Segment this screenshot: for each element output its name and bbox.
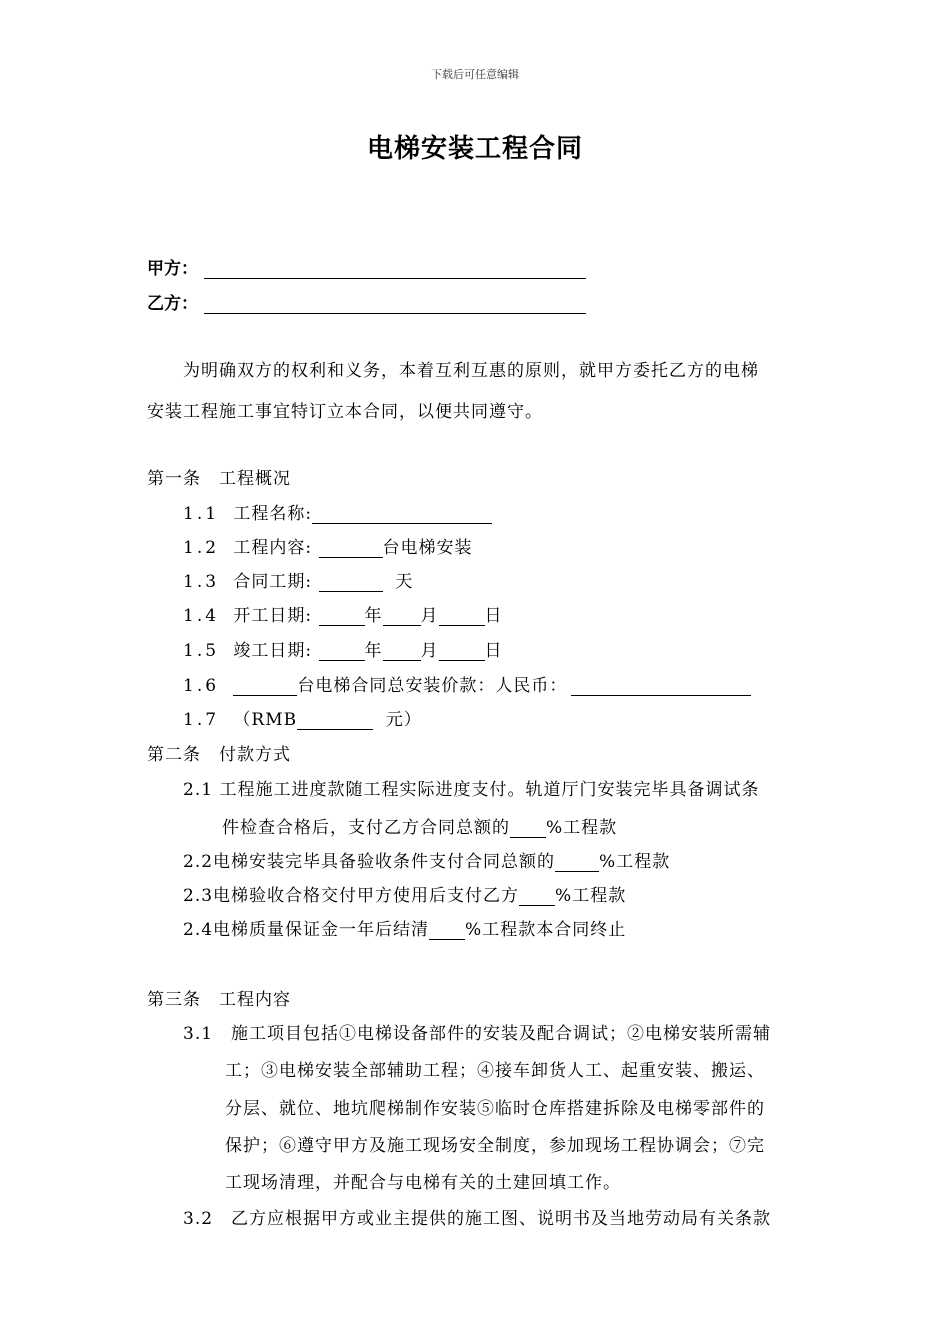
item-3-1-line-5: 工现场清理，并配合与电梯有关的土建回填工作。: [225, 1173, 621, 1193]
item-text: 2.4电梯质量保证金一年后结清: [183, 920, 430, 940]
day-label: 日: [484, 641, 503, 661]
article-1-heading: 第一条 工程概况: [147, 469, 291, 489]
item-text: 台电梯合同总安装价款：人民币：: [297, 676, 568, 696]
day-label: 日: [484, 606, 503, 626]
elevator-count-blank[interactable]: [319, 540, 383, 558]
party-a-blank[interactable]: [204, 260, 586, 279]
item-3-1-line-4: 保护；⑥遵守甲方及施工现场安全制度，参加现场工程协调会；⑦完: [225, 1136, 765, 1156]
item-number: 1.7: [183, 710, 220, 730]
item-text-post: %工程款: [599, 852, 671, 872]
percent-blank-3[interactable]: [519, 888, 555, 906]
year-label: 年: [364, 641, 383, 661]
percent-blank-4[interactable]: [429, 922, 465, 940]
item-1-6: [183, 671, 751, 696]
party-a-row: [147, 254, 586, 279]
start-month-blank[interactable]: [383, 608, 421, 626]
item-number: 1.4: [183, 606, 220, 626]
item-label: 竣工日期:: [233, 641, 313, 661]
document-title: 电梯安装工程合同: [366, 134, 583, 164]
percent-blank-1[interactable]: [510, 820, 546, 838]
item-2-1-line-1: 2.1 工程施工进度款随工程实际进度支付。轨道厅门安装完毕具备调试条: [183, 780, 760, 800]
party-b-row: [147, 289, 586, 314]
header-note: 下载后可任意编辑: [431, 68, 519, 81]
price-rmb-blank[interactable]: [571, 678, 751, 696]
item-number: 1.6: [183, 676, 220, 696]
item-2-1-line-2: [222, 813, 617, 838]
end-year-blank[interactable]: [319, 643, 365, 661]
item-label: 工程内容:: [233, 538, 313, 558]
intro-line-2: 安装工程施工事宜特订立本合同，以便共同遵守。: [147, 402, 543, 422]
item-1-5: [183, 636, 503, 661]
item-suffix: 天: [395, 572, 414, 592]
item-3-1-line-2: 工；③电梯安装全部辅助工程；④接车卸货人工、起重安装、搬运、: [225, 1061, 765, 1081]
item-text: 2.3电梯验收合格交付甲方使用后支付乙方: [183, 886, 520, 906]
item-number: 1.3: [183, 572, 220, 592]
percent-blank-2[interactable]: [555, 854, 599, 872]
item-3-2-line-1: 3.2 乙方应根据甲方或业主提供的施工图、说明书及当地劳动局有关条款: [183, 1209, 772, 1229]
item-number: 1.5: [183, 641, 220, 661]
item-suffix: 台电梯安装: [382, 538, 473, 558]
item-label: 开工日期:: [233, 606, 313, 626]
article-2-heading: 第二条 付款方式: [147, 745, 291, 765]
item-1-3: [183, 567, 413, 592]
party-b-label: 乙方：: [147, 294, 198, 314]
duration-blank[interactable]: [319, 574, 383, 592]
item-text: 2.2电梯安装完毕具备验收条件支付合同总额的: [183, 852, 556, 872]
item-text-post: %工程款: [546, 818, 618, 838]
month-label: 月: [420, 606, 439, 626]
start-year-blank[interactable]: [319, 608, 365, 626]
party-b-blank[interactable]: [204, 295, 586, 314]
end-month-blank[interactable]: [383, 643, 421, 661]
party-a-label: 甲方：: [147, 259, 198, 279]
rmb-close: 元）: [385, 710, 422, 730]
item-1-2: [183, 533, 473, 558]
item-number: 1.1: [183, 504, 220, 524]
item-2-3: [183, 881, 626, 906]
start-day-blank[interactable]: [439, 608, 485, 626]
item-text-post: %工程款: [555, 886, 627, 906]
rmb-open: （RMB: [233, 710, 298, 730]
intro-line-1: 为明确双方的权利和义务，本着互利互惠的原则，就甲方委托乙方的电梯: [183, 361, 759, 381]
project-name-blank[interactable]: [312, 506, 492, 524]
item-2-2: [183, 847, 670, 872]
item-1-7: [183, 705, 422, 730]
item-label: 工程名称:: [233, 504, 313, 524]
item-text-post: %工程款本合同终止: [465, 920, 627, 940]
item-3-1-line-3: 分层、就位、地坑爬梯制作安装⑤临时仓库搭建拆除及电梯零部件的: [225, 1099, 765, 1119]
item-label: 合同工期:: [233, 572, 313, 592]
rmb-amount-blank[interactable]: [297, 712, 373, 730]
item-3-1-line-1: 3.1 施工项目包括①电梯设备部件的安装及配合调试；②电梯安装所需辅: [183, 1024, 772, 1044]
item-text: 件检查合格后，支付乙方合同总额的: [222, 818, 510, 838]
elevator-count-blank-2[interactable]: [233, 678, 297, 696]
item-1-4: [183, 601, 503, 626]
month-label: 月: [420, 641, 439, 661]
end-day-blank[interactable]: [439, 643, 485, 661]
item-1-1: [183, 499, 492, 524]
year-label: 年: [364, 606, 383, 626]
item-2-4: [183, 915, 626, 940]
article-3-heading: 第三条 工程内容: [147, 990, 291, 1010]
item-number: 1.2: [183, 538, 220, 558]
